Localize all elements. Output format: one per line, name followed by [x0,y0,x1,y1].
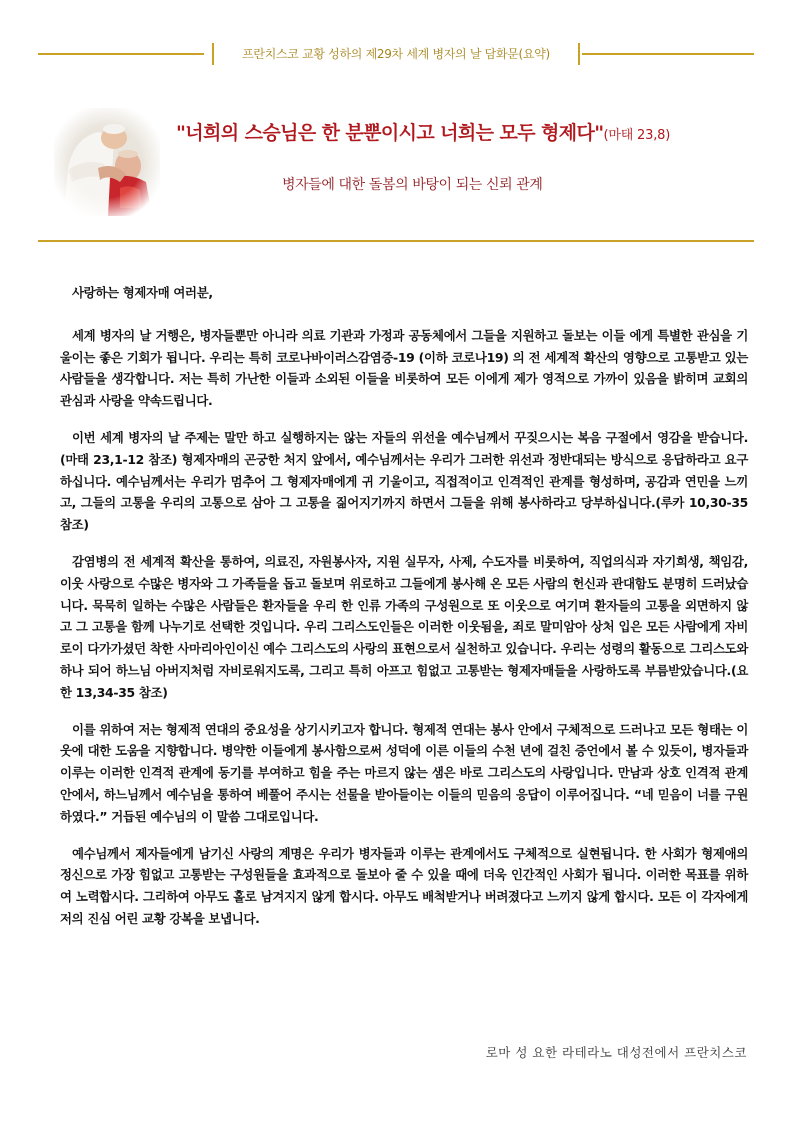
salutation: 사랑하는 형제자매 여러분, [72,285,213,300]
headline-quote [176,118,756,145]
letter-body [60,282,748,945]
headline-reference: (마태 23,8) [603,128,671,143]
signature: 로마 성 요한 라테라노 대성전에서 프란치스코 [485,1045,747,1060]
section-divider [38,240,754,242]
header-rule-right [582,53,754,55]
paragraph-4: 이를 위하여 저는 형제적 연대의 중요성을 상기시키고자 합니다. 형제적 연대는 봉사 안에서 구체적으로 드러나고 모든 형태는 이웃에 대한 도움을 지향합니다. 병약한 이들에게 봉사함으로써 성덕에 이른 이들의 수천 년에 걸친 증언에서 볼 수 있듯이, 병자들과 이루는 이러한 인격적 관계에 동기를 부여하고 힘을 주는 마르지 않는 샘은 바로 그리스도의 사랑입니다. 만남과 상호 인격적 관계 안에서, 하느님께서 예수님을 통하여 베풀어 주시는 선물을 받아들이는 이들의 믿음의 응답이 이루어집니다. “네 믿음이 너를 구원하였다.” 거듭된 예수님의 이 말씀 그대로입니다. [60,721,748,824]
header-tick-right [578,43,580,65]
header-tick-left [212,43,214,65]
headline-text: "너희의 스승님은 한 분뿐이시고 너희는 모두 형제다" [176,122,604,144]
subtitle: 병자들에 대한 돌봄의 바탕이 되는 신뢰 관계 [282,177,543,193]
paragraph-2: 이번 세계 병자의 날 주제는 말만 하고 실행하지는 않는 자들의 위선을 예수님께서 꾸짖으시는 복음 구절에서 영감을 받습니다.(마태 23,1-12 참조) 형제자매의 곤궁한 처지 앞에서, 예수님께서는 우리가 그러한 위선과 정반대되는 방식으로 응답하라고 요구하십니다. 예수님께서는 우리가 멈추어 그 형제자매에게 귀 기울이고, 직접적이고 인격적인 관계를 형성하며, 공감과 연민을 느끼고, 그들의 고통을 우리의 고통으로 삼아 그 고통을 짊어지기까지 하면서 그들을 위해 봉사하라고 당부하십니다.(루카 10,30-35 참조) [60,429,748,533]
paragraph-3: 감염병의 전 세계적 확산을 통하여, 의료진, 자원봉사자, 지원 실무자, 사제, 수도자를 비롯하여, 직업의식과 자기희생, 책임감, 이웃 사랑으로 수많은 병자와 그 가족들을 돕고 돌보며 위로하고 그들에게 봉사해 온 모든 사람의 헌신과 관대함도 분명히 드러났습니다. 묵묵히 일하는 수많은 사람들은 환자들을 우리 한 인류 가족의 구성원으로 또 이웃으로 여기며 환자들의 고통을 외면하지 않고 그 고통을 함께 나누기로 선택한 것입니다. 우리 그리스도인들은 이러한 이웃됨을, 죄로 말미암아 상처 입은 모든 사람에게 자비로이 다가가셨던 착한 사마리아인이신 예수 그리스도의 사랑의 표현으로서 실천하고 있습니다. 우리는 성령의 활동으로 그리스도와 하나 되어 하느님 아버지처럼 자비로워지도록, 그리고 특히 아프고 힘없고 고통받는 형제자매들을 사랑하도록 부름받았습니다.(요한 13,34-35 참조) [60,553,748,700]
header-rule-left [38,53,204,55]
paragraph-5: 예수님께서 제자들에게 남기신 사랑의 계명은 우리가 병자들과 이루는 관계에서도 구체적으로 실현됩니다. 한 사회가 형제애의 정신으로 가장 힘없고 고통받는 구성원들을 효과적으로 돌보아 줄 수 있을 때에 더욱 인간적인 사회가 됩니다. 이러한 목표를 위하여 노력합시다. 그리하여 아무도 홀로 남겨지지 않게 합시다. 아무도 배척받거나 버려졌다고 느끼지 않게 합시다. 모든 이 각자에게 저의 진심 어린 교황 강복을 보냅니다. [60,845,748,926]
paragraph-1: 세계 병자의 날 거행은, 병자들뿐만 아니라 의료 기관과 가정과 공동체에서 그들을 지원하고 돌보는 이들 에게 특별한 관심을 기울이는 좋은 기회가 됩니다. 우리는 특히 코로나바이러스감염증-19 (이하 코로나19) 의 전 세계적 확산의 영향으로 고통받고 있는 사람들을 생각합니다. 저는 특히 가난한 이들과 소외된 이들을 비롯하여 모든 이에게 제가 영적으로 가까이 있음을 밝히며 교회의 관심과 사랑을 약속드립니다. [60,327,748,409]
header-title: 프란치스코 교황 성하의 제29차 세계 병자의 날 담화문(요약) [242,47,550,61]
pope-embrace-photo [54,108,160,216]
header-bar [38,40,754,70]
